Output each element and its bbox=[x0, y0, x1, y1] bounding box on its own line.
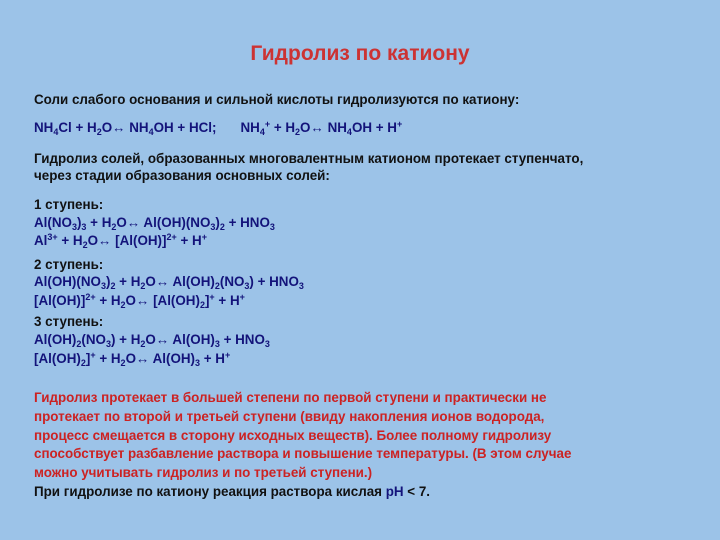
step3-equation-salt: $Al(OH)_2(NO_3)$ + $H_2O\leftrightarrow$ $Al(OH)_3 + HNO_3$ bbox=[34, 332, 270, 349]
equilibrium-arrow-icon: ↔ bbox=[155, 274, 170, 289]
step2-equation-ionic: $[Al(OH)]^{2+}$ + $H_2O\leftrightarrow$ $[Al(OH)_2]^+ + H^+$ bbox=[34, 292, 245, 310]
equilibrium-arrow-icon: ↔ bbox=[135, 293, 150, 308]
step1-label: 1 ступень: bbox=[34, 197, 104, 212]
paragraph-stepwise-1: Гидролиз солей, образованных многовалентным катионом протекает ступенчато, bbox=[34, 151, 584, 166]
equilibrium-arrow-icon: ↔ bbox=[135, 351, 150, 366]
step1-equation-salt: $Al(NO_3)_3$ + $H_2O\leftrightarrow$ $Al(OH)(NO_3)_2 + HNO_3$ bbox=[34, 215, 275, 232]
note-line-2: протекает по второй и третьей ступени (ввиду накопления ионов водорода, bbox=[34, 409, 545, 424]
note-line-4: способствует разбавление раствора и повышение температуры. (В этом случае bbox=[34, 446, 572, 461]
equilibrium-arrow-icon: ↔ bbox=[112, 120, 126, 135]
conclusion-text: При гидролизе по катиону реакция раствора кислая pH < 7. bbox=[34, 484, 430, 499]
equilibrium-arrow-icon: ↔ bbox=[126, 215, 141, 230]
equation-nh4cl: $NH_4Cl$ + $H_2O\leftrightarrow$ $NH_4OH$ + HCl; $NH_4^+$ + $H_2O\leftrightarrow$ $NH_4OH + H^+$ bbox=[34, 119, 403, 137]
step1-equation-ionic: $Al^{3+}$ + $H_2O\leftrightarrow$ $[Al(OH)]^{2+} + H^+$ bbox=[34, 232, 207, 250]
equilibrium-arrow-icon: ↔ bbox=[155, 332, 170, 347]
step2-label: 2 ступень: bbox=[34, 257, 104, 272]
step2-equation-salt: $Al(OH)(NO_3)_2$ + $H_2O\leftrightarrow$ $Al(OH)_2(NO_3) + HNO_3$ bbox=[34, 274, 304, 291]
equilibrium-arrow-icon: ↔ bbox=[310, 120, 324, 135]
equilibrium-arrow-icon: ↔ bbox=[98, 233, 112, 248]
paragraph-stepwise-2: через стадии образования основных солей: bbox=[34, 168, 330, 183]
step3-equation-ionic: $[Al(OH)_2]^+$ + $H_2O\leftrightarrow$ $Al(OH)_3 + H^+$ bbox=[34, 350, 231, 368]
step3-label: 3 ступень: bbox=[34, 314, 104, 329]
intro-text: Соли слабого основания и сильной кислоты гидролизуются по катиону: bbox=[34, 92, 520, 107]
note-line-5: можно учитывать гидролиз и по третьей ступени.) bbox=[34, 465, 373, 480]
note-line-1: Гидролиз протекает в большей степени по первой ступени и практически не bbox=[34, 390, 547, 405]
note-line-3: процесс смещается в сторону исходных веществ). Более полному гидролизу bbox=[34, 428, 552, 443]
slide-title: Гидролиз по катиону bbox=[250, 42, 470, 65]
